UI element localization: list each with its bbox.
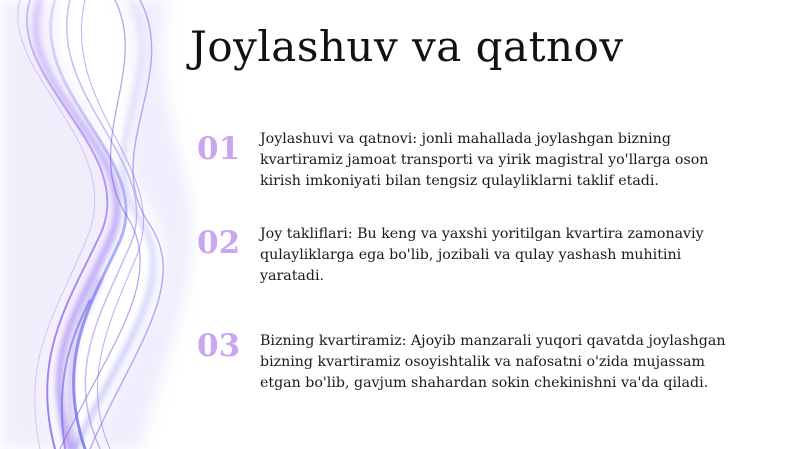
item-text: Joy takliflari: Bu keng va yaxshi yoritilgan kvartira zamonaviy qulayliklarga ega bo'lib, jozibali va qulay yashash muhitini yaratadi. — [260, 226, 704, 284]
item-text: Joylashuvi va qatnovi: jonli mahallada joylashgan bizning kvartiramiz jamoat transporti va yirik magistral yo'llarga oson kirish imkoniyati bilan tengsiz qulayliklarni taklif etadi. — [260, 131, 709, 189]
item-text: Bizning kvartiramiz: Ajoyib manzarali yuqori qavatda joylashgan bizning kvartiramiz osoyishtalik va nafosatni o'zida mujassam etgan bo'lib, gavjum shahardan sokin chekinishni va'da qiladi. — [260, 333, 726, 391]
item-number: 02 — [197, 225, 241, 261]
item-number: 01 — [197, 131, 241, 167]
page-title: Joylashuv va qatnov — [190, 22, 624, 71]
decorative-wave-graphic — [0, 0, 200, 449]
item-number: 03 — [197, 328, 241, 364]
